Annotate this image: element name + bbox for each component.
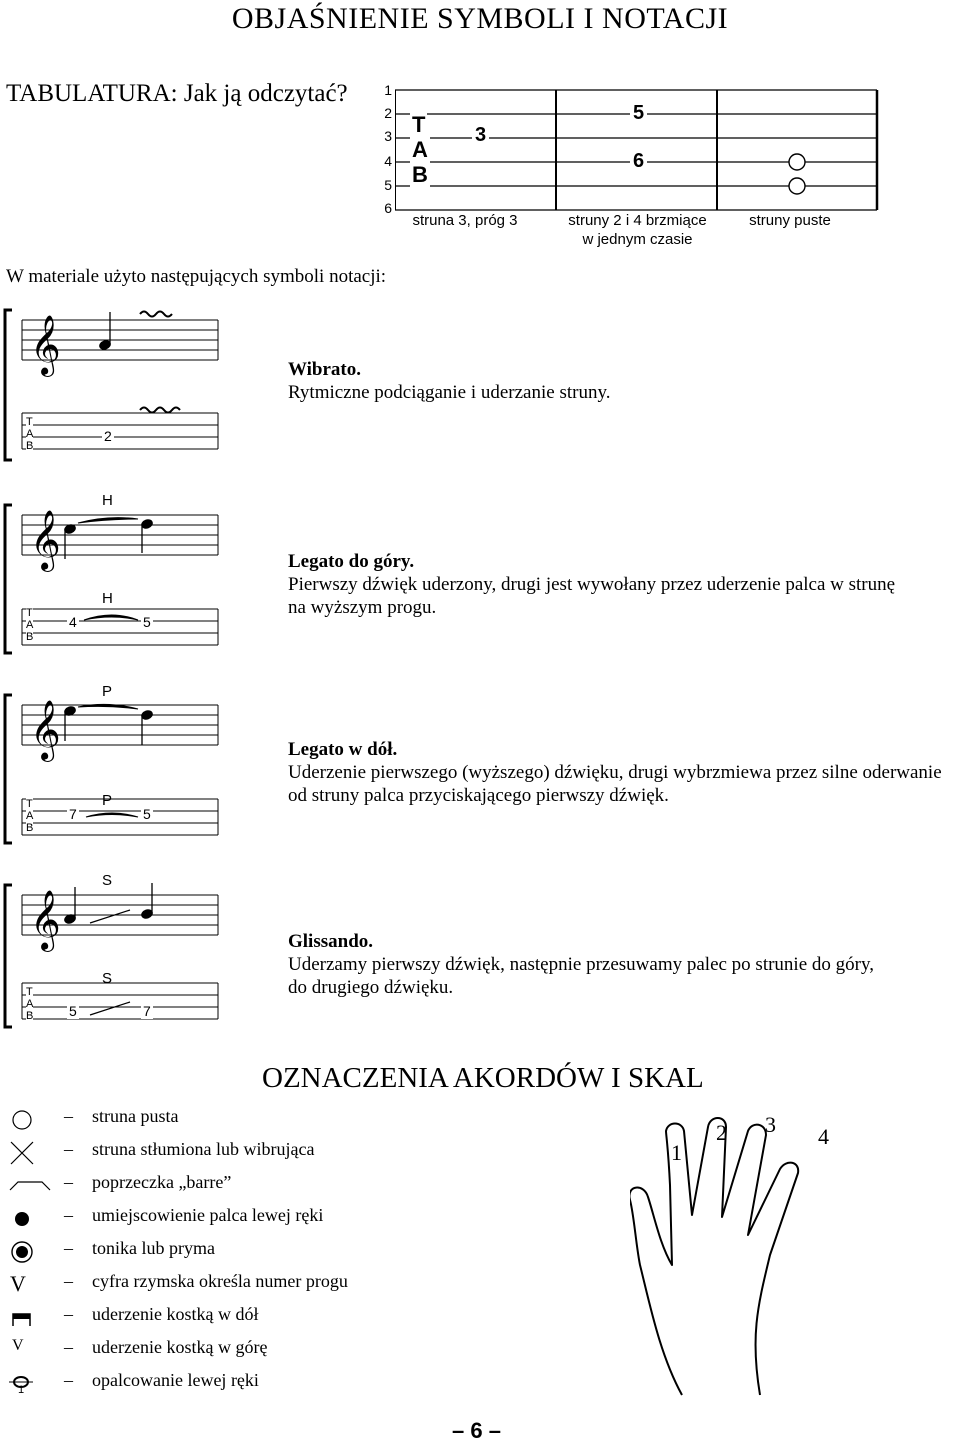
caption-strings-2-4: struny 2 i 4 brzmiące [568, 212, 707, 229]
string-number: 3 [384, 128, 392, 144]
legend-item: V – uderzenie kostką w górę [8, 1337, 408, 1367]
legend-item: – poprzeczka „barre” [8, 1172, 408, 1202]
vibrato-icon [140, 408, 180, 413]
finger-label: 2 [716, 1120, 727, 1145]
target-dot-icon [8, 1238, 34, 1268]
pull-off-mark: P [102, 792, 113, 809]
slide-mark: S [102, 970, 113, 987]
intro-text: W materiale użyto następujących symboli notacji: [6, 266, 387, 287]
tab-fret-number: 6 [630, 150, 647, 173]
open-string-circle [789, 154, 805, 170]
string-number: 4 [384, 153, 392, 169]
tab-heading: TABULATURA: Jak ją odczytać? [6, 80, 348, 107]
filled-dot-icon [8, 1205, 34, 1235]
legend-item: – struna stłumiona lub wibrująca [8, 1139, 408, 1169]
hand-diagram-icon [630, 1105, 880, 1405]
hammer-on-notation [0, 495, 230, 660]
string-number: 2 [384, 105, 392, 121]
tab-fret-number: 5 [143, 614, 151, 630]
pull-off-notation [0, 685, 230, 850]
x-mark-icon [8, 1139, 34, 1169]
pull-off-description: Legato w dół. Uderzenie pierwszego (wyższego) dźwięku, drugi wybrzmiewa przez silne oderwanie od struny palca przyciskającego pierwszy dźwięk. [288, 739, 942, 806]
barre-arc-icon [8, 1172, 52, 1202]
page-number-dash: – [452, 1418, 465, 1443]
open-circle-icon [8, 1106, 34, 1136]
glissando-description: Glissando. Uderzamy pierwszy dźwięk, następnie przesuwamy palec po strunie do góry, do drugiego dźwięku. [288, 931, 874, 998]
tab-fret-number: 5 [143, 806, 151, 822]
tab-fret-number: 7 [69, 806, 77, 822]
glissando-notation [0, 875, 230, 1035]
legend-item: – struna pusta [8, 1106, 408, 1136]
string-number: 5 [384, 177, 392, 193]
finger-number: 1 [18, 1384, 25, 1396]
tab-label: T A B [26, 416, 34, 452]
legend-item: 1 – opalcowanie lewej ręki [8, 1370, 408, 1400]
vibrato-description: Wibrato. Rytmiczne podciąganie i uderzanie struny. [288, 359, 611, 403]
treble-clef-icon: 𝄞 [30, 315, 61, 375]
hammer-on-mark: H [102, 590, 113, 607]
string-number: 1 [384, 82, 392, 98]
page-title: OBJAŚNIENIE SYMBOLI I NOTACJI [231, 2, 729, 35]
string-number: 6 [384, 200, 392, 216]
tab-label: T A B [26, 798, 34, 834]
tab-fret-number: 2 [104, 428, 112, 444]
finger-label: 1 [671, 1140, 682, 1165]
caption-open-strings: struny puste [749, 212, 831, 229]
page-number-value: 6 [470, 1418, 483, 1443]
svg-text:𝄞: 𝄞 [30, 890, 61, 950]
chords-heading: OZNACZENIA AKORDÓW I SKAL [262, 1062, 704, 1094]
tab-fret-number: 3 [472, 124, 489, 147]
finger-label: 4 [818, 1124, 829, 1149]
page-number-dash: – [488, 1418, 501, 1443]
tab-letter: T [412, 112, 426, 137]
tab-fret-number: 7 [143, 1003, 151, 1019]
tab-fret-number: 4 [69, 614, 77, 630]
svg-text:𝄞: 𝄞 [30, 510, 61, 570]
slide-mark: S [102, 872, 113, 889]
upstroke-icon: V [12, 1337, 24, 1354]
vibrato-icon [140, 312, 172, 317]
legend-item: – uderzenie kostką w dół [8, 1304, 408, 1334]
svg-text:𝄞: 𝄞 [30, 700, 61, 760]
tab-fret-number: 5 [630, 102, 647, 125]
hammer-on-description: Legato do góry. Pierwszy dźwięk uderzony, drugi jest wywołany przez uderzenie palca w strunę na wyższym progu. [288, 551, 896, 618]
caption-string3: struna 3, próg 3 [412, 212, 518, 229]
roman-v-icon: V [10, 1271, 26, 1296]
finger-label: 3 [765, 1112, 776, 1137]
downstroke-icon [8, 1304, 34, 1334]
legend-item: – umiejscowienie palca lewej ręki [8, 1205, 408, 1235]
tab-label: T A B [26, 986, 34, 1022]
legend-item: – tonika lub pryma [8, 1238, 408, 1268]
open-string-circle [789, 178, 805, 194]
vibrato-notation [0, 300, 230, 470]
page-number [452, 1418, 501, 1444]
hammer-on-mark: H [102, 492, 113, 509]
tab-label: T A B [26, 607, 34, 643]
tab-letter: A [412, 137, 428, 162]
tab-letter: B [412, 162, 428, 187]
tab-fret-number: 5 [69, 1003, 77, 1019]
legend-item: V – cyfra rzymska określa numer progu [8, 1271, 408, 1301]
pull-off-mark: P [102, 683, 113, 700]
caption-strings-2-4-line2: w jednym czasie [582, 231, 693, 248]
